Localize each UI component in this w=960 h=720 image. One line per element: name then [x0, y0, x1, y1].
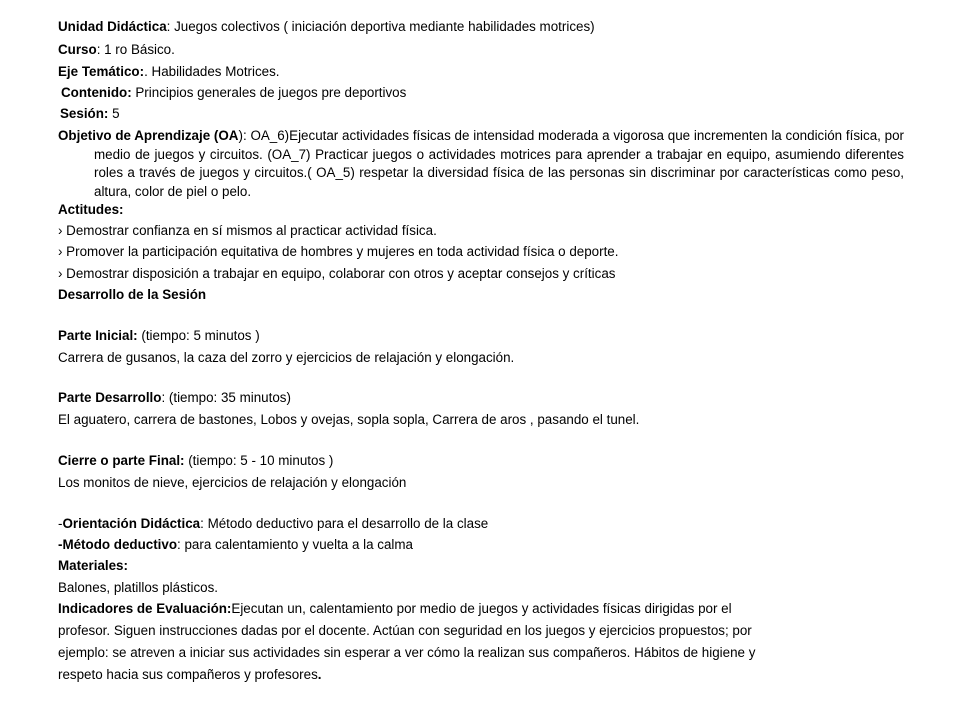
- parte-desarrollo-label: Parte Desarrollo: [58, 390, 162, 405]
- indicadores-line-4: respeto hacia sus compañeros y profesores.: [58, 667, 322, 682]
- actitud-item: › Demostrar disposición a trabajar en equipo, colaborar con otros y aceptar consejos y críticas: [58, 266, 616, 281]
- sesion-line: [60, 106, 120, 122]
- indicadores-line-1: Indicadores de Evaluación:Ejecutan un, calentamiento por medio de juegos y actividades físicas dirigidas por el: [58, 601, 732, 616]
- orientacion-line: -Orientación Didáctica: Método deductivo para el desarrollo de la clase: [58, 516, 489, 531]
- materiales-heading: Materiales:: [58, 558, 128, 573]
- eje-value: . Habilidades Motrices.: [144, 64, 280, 79]
- desarrollo-sesion-heading: Desarrollo de la Sesión: [58, 287, 207, 302]
- curso-value: : 1 ro Básico.: [96, 42, 175, 57]
- parte-desarrollo-text: El aguatero, carrera de bastones, Lobos y ovejas, sopla sopla, Carrera de aros , pasando el tunel.: [58, 412, 640, 427]
- parte-inicial-line: [58, 328, 260, 344]
- unidad-label: Unidad Didáctica: [58, 19, 167, 34]
- sesion-label: Sesión:: [60, 106, 109, 121]
- sesion-value: 5: [108, 106, 120, 121]
- indicadores-line-3: ejemplo: se atreven a iniciar sus actividades sin esperar a ver cómo la realizan sus compañeros. Hábitos de higiene y: [58, 645, 756, 660]
- objetivo-paragraph: [58, 127, 904, 201]
- indicadores-line-2: profesor. Siguen instrucciones dadas por el docente. Actúan con seguridad en los juegos y ejercicios propuestos; por: [58, 623, 752, 638]
- contenido-value: Principios generales de juegos pre deportivos: [131, 85, 407, 100]
- actitudes-heading: Actitudes:: [58, 202, 124, 217]
- metodo-value: : para calentamiento y vuelta a la calma: [177, 537, 413, 552]
- cierre-label: Cierre o parte Final:: [58, 453, 185, 468]
- parte-inicial-time: (tiempo: 5 minutos ): [137, 328, 260, 343]
- parte-inicial-label: Parte Inicial:: [58, 328, 138, 343]
- metodo-line: [58, 537, 413, 553]
- eje-line: [58, 64, 280, 80]
- eje-label: Eje Temático:: [58, 64, 145, 79]
- orientacion-label: Orientación Didáctica: [62, 516, 201, 531]
- objetivo-label: Objetivo de Aprendizaje (OA: [58, 128, 239, 143]
- cierre-line: [58, 453, 333, 469]
- indicadores-label: Indicadores de Evaluación:: [58, 601, 232, 616]
- curso-label: Curso: [58, 42, 97, 57]
- orientacion-value: : Método deductivo para el desarrollo de la clase: [200, 516, 489, 531]
- cierre-text: Los monitos de nieve, ejercicios de relajación y elongación: [58, 475, 407, 490]
- actitud-item: › Demostrar confianza en sí mismos al practicar actividad física.: [58, 223, 437, 238]
- actitud-item: › Promover la participación equitativa de hombres y mujeres en toda actividad física o deporte.: [58, 244, 619, 259]
- contenido-line: [61, 85, 406, 101]
- unidad-value: : Juegos colectivos ( iniciación deportiva mediante habilidades motrices): [166, 19, 595, 34]
- metodo-label: -Método deductivo: [58, 537, 178, 552]
- materiales-value: Balones, platillos plásticos.: [58, 580, 219, 595]
- parte-desarrollo-line: [58, 390, 291, 406]
- contenido-label: Contenido:: [61, 85, 132, 100]
- parte-inicial-text: Carrera de gusanos, la caza del zorro y ejercicios de relajación y elongación.: [58, 350, 515, 365]
- unidad-line: [58, 19, 595, 35]
- objetivo-value: ): OA_6)Ejecutar actividades físicas de intensidad moderada a vigorosa que incrementen la condición física, por medio de juegos y circuitos. (OA_7) Practicar juegos o actividades motrices para aprender a trabajar en equipo, asumiendo diferentes roles a través de juegos y circuitos.( OA_5) respetar la diversidad física de las personas sin discriminar por características como peso, altura, color de piel o pelo.: [94, 128, 904, 199]
- parte-desarrollo-time: : (tiempo: 35 minutos): [161, 390, 291, 405]
- cierre-time: (tiempo: 5 - 10 minutos ): [184, 453, 334, 468]
- curso-line: [58, 42, 175, 58]
